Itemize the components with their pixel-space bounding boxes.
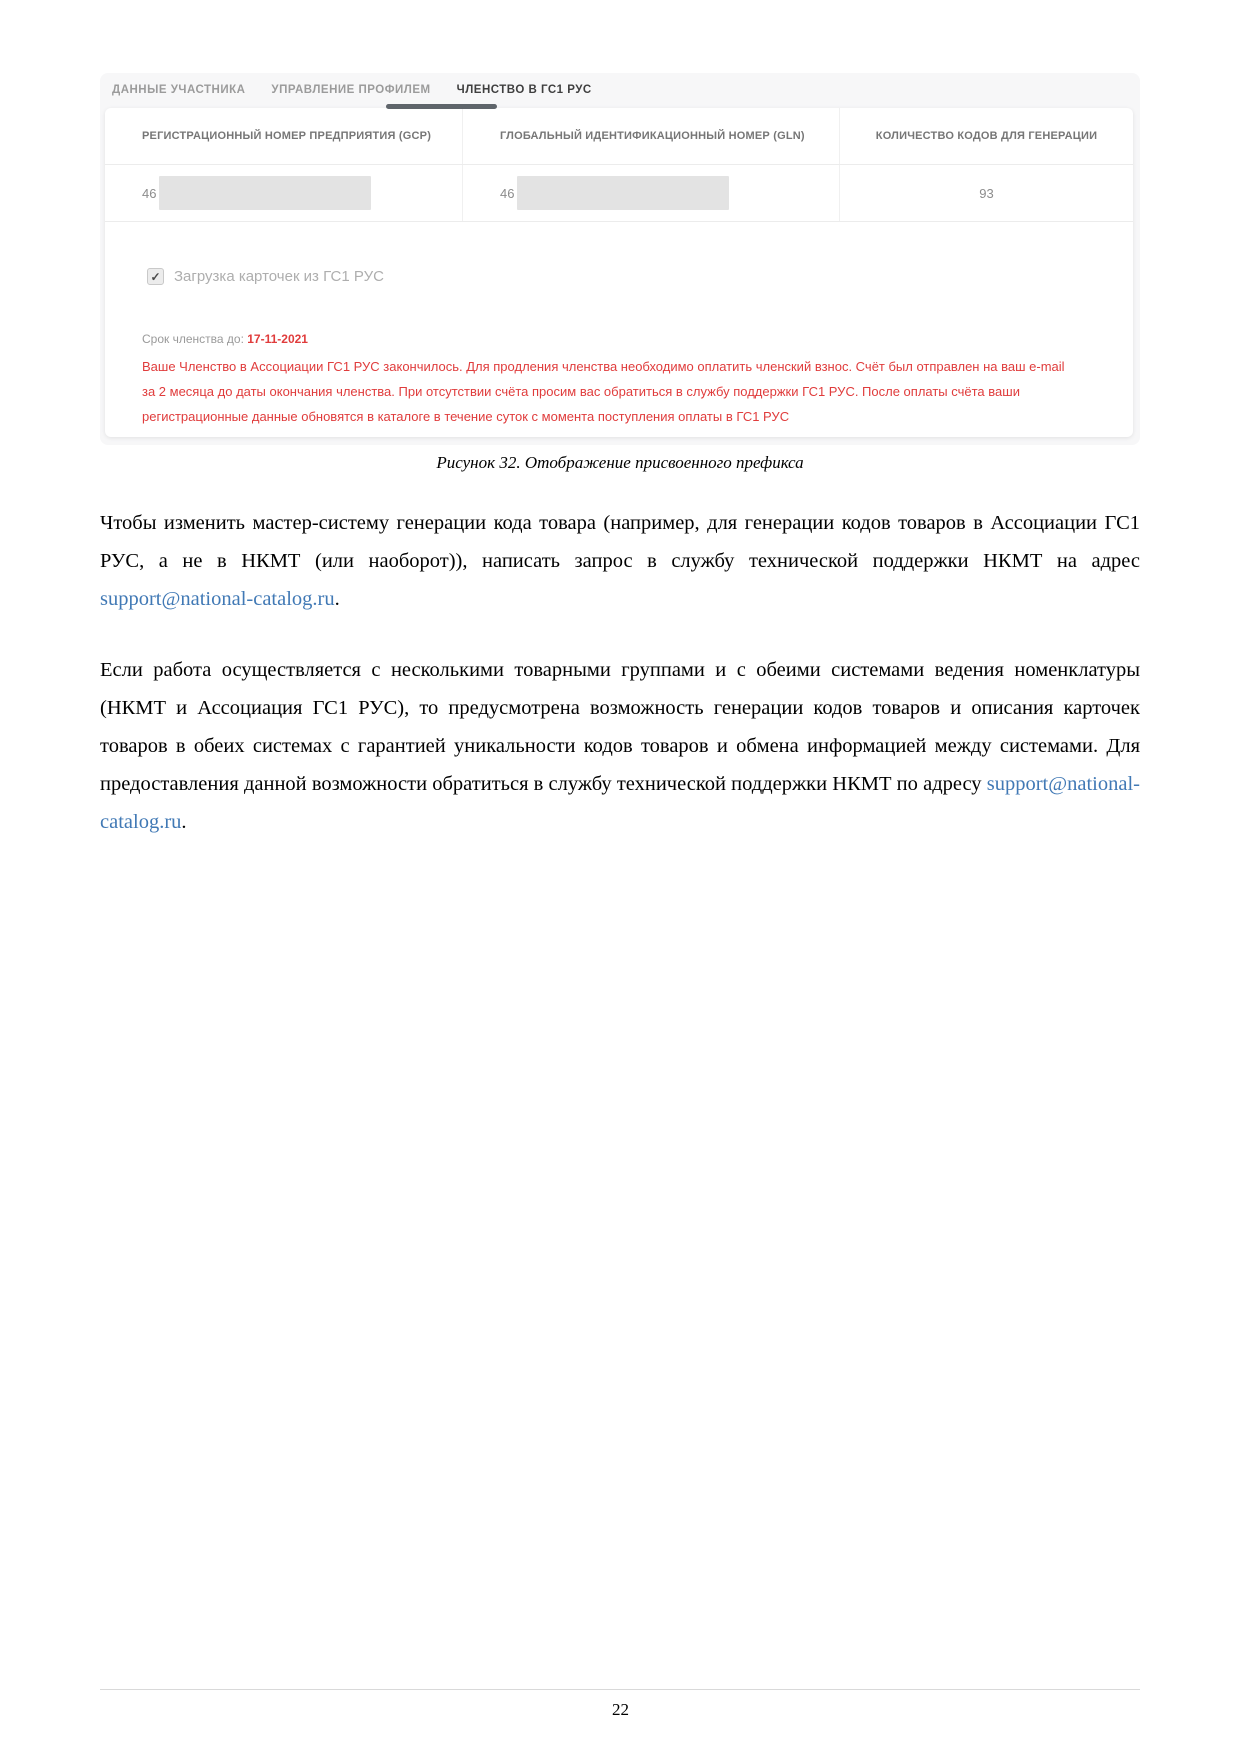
body-text xyxy=(100,504,1140,841)
column-header-codes-count: КОЛИЧЕСТВО КОДОВ ДЛЯ ГЕНЕРАЦИИ xyxy=(875,130,1098,142)
page-number: 22 xyxy=(612,1700,629,1719)
gln-value: 46 xyxy=(500,185,515,201)
tab-profile-management[interactable]: УПРАВЛЕНИЕ ПРОФИЛЕМ xyxy=(271,84,431,96)
gcp-value: 46 xyxy=(142,185,157,201)
figure-caption: Рисунок 32. Отображение присвоенного префикса xyxy=(436,453,804,472)
membership-card xyxy=(105,108,1133,437)
paragraph-2-text: Если работа осуществляется с несколькими товарными группами и с обеими системами ведения номенклатуры (НКМТ и Ассоциация ГС1 РУС), то предусмотрена возможность генерации кодов товаров и описания карточек товаров в обеих системах с гарантией уникальности кодов товаров и обмена информацией между системами. Для предоставления данной возможности обратиться в службу технической поддержки НКМТ по адресу xyxy=(100,659,1140,795)
figure-screenshot xyxy=(100,73,1140,445)
cell-codes-count: 93 xyxy=(979,185,994,201)
cell-gln xyxy=(463,165,840,221)
tab-participant-data[interactable]: ДАННЫЕ УЧАСТНИКА xyxy=(112,84,246,96)
gs1-cards-upload-row xyxy=(147,268,384,285)
tab-gs1-membership[interactable]: ЧЛЕНСТВО В ГС1 РУС xyxy=(456,84,592,96)
membership-term-label: Срок членства до: xyxy=(142,332,244,346)
support-email-link[interactable]: support@national-catalog.ru xyxy=(100,588,335,610)
paragraph-2-period: . xyxy=(181,811,187,833)
redacted-value-overlay xyxy=(159,176,371,210)
table-row xyxy=(105,165,1133,222)
column-header-gln: ГЛОБАЛЬНЫЙ ИДЕНТИФИКАЦИОННЫЙ НОМЕР (GLN) xyxy=(463,108,840,164)
profile-tabbar xyxy=(100,73,1140,107)
cell-gcp xyxy=(105,165,463,221)
redacted-value-overlay xyxy=(517,176,729,210)
paragraph-1-period: . xyxy=(334,588,340,610)
footer-divider xyxy=(100,1689,1140,1690)
column-header-gcp: РЕГИСТРАЦИОННЫЙ НОМЕР ПРЕДПРИЯТИЯ (GCP) xyxy=(105,108,463,164)
support-email-link[interactable]: support@national-catalog.ru xyxy=(100,773,1140,833)
paragraph-1 xyxy=(100,504,1140,618)
paragraph-1-text: Чтобы изменить мастер-систему генерации кода товара (например, для генерации кодов товаров в Ассоциации ГС1 РУС, а не в НКМТ (или наоборот)), написать запрос в службу технической поддержки НКМТ на адрес xyxy=(100,512,1140,572)
membership-term-date: 17-11-2021 xyxy=(247,332,308,346)
paragraph-2 xyxy=(100,651,1140,841)
checkmark-icon: ✓ xyxy=(150,269,161,284)
gs1-cards-upload-checkbox[interactable] xyxy=(147,268,164,285)
membership-status-block xyxy=(142,332,1077,429)
membership-expired-warning: Ваше Членство в Ассоциации ГС1 РУС закончилось. Для продления членства необходимо оплатить членский взнос. Счёт был отправлен на ваш e-mail за 2 месяца до даты окончания членства. При отсутствии счёта просим вас обратиться в службу поддержки ГС1 РУС. После оплаты счёта ваши регистрационные данные обновятся в каталоге в течение суток с момента поступления оплаты в ГС1 РУС xyxy=(142,359,1065,424)
horizontal-scrollbar-thumb[interactable] xyxy=(386,104,497,109)
table-header-row xyxy=(105,108,1133,165)
membership-term-line xyxy=(142,332,1077,346)
gs1-cards-upload-label: Загрузка карточек из ГС1 РУС xyxy=(174,268,384,285)
